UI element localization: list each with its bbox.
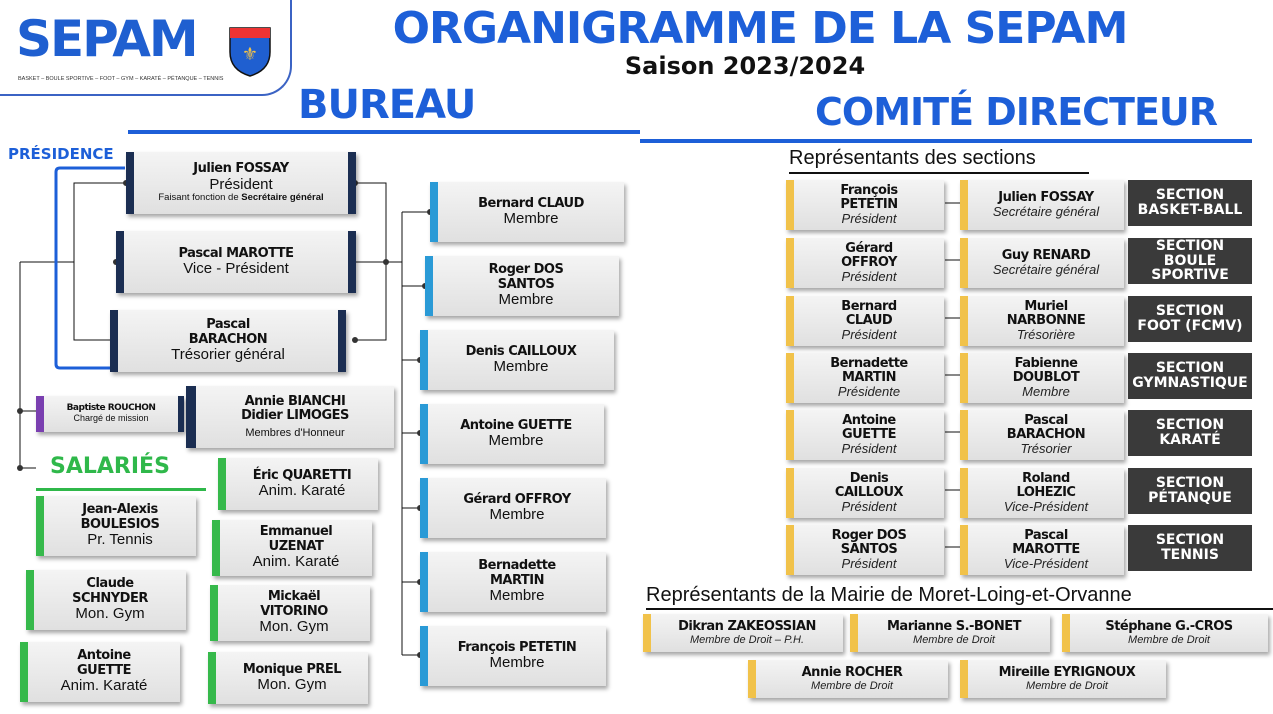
bureau-underline (128, 130, 640, 134)
treasurer-card (110, 310, 346, 372)
section-president-role: Président (841, 556, 897, 572)
comite-underline (640, 139, 1252, 143)
section-officer-name: Roland LOHEZIC (1016, 470, 1076, 500)
section-president-card (786, 353, 944, 403)
vice-president-card (116, 231, 356, 293)
section-president-role: Président (841, 269, 897, 285)
salarie-card (218, 458, 378, 510)
section-officer-name: Guy RENARD (1001, 247, 1091, 263)
salarie-card (36, 496, 196, 556)
honneur-role: Membres d'Honneur (245, 427, 345, 440)
salarie-card (26, 570, 186, 630)
svg-text:⚜: ⚜ (241, 44, 259, 64)
section-label-line2: TENNIS (1161, 547, 1219, 563)
salarie-name: Éric QUARETTI (252, 467, 352, 483)
section-president-card (786, 525, 944, 575)
mairie-heading-underline (646, 608, 1273, 610)
section-officer-role: Secrétaire général (992, 262, 1100, 277)
mairie-role: Membre de Droit (1026, 680, 1108, 693)
salarie-name: Monique PREL (242, 661, 342, 677)
honneur-name-2: Didier LIMOGES (241, 407, 349, 423)
section-officer-card (960, 296, 1124, 346)
section-officer-role: Secrétaire général (992, 204, 1100, 219)
salarie-role: Mon. Gym (75, 605, 145, 623)
treasurer-role: Trésorier général (171, 346, 285, 364)
bureau-member-name: Bernadette MARTIN (478, 558, 556, 588)
section-label-box (1128, 238, 1252, 284)
section-officer-role: Trésorier (1020, 441, 1072, 457)
bureau-member-role: Membre (498, 291, 554, 309)
salaries-underline (36, 488, 206, 491)
section-officer-card (960, 353, 1124, 403)
section-label-line1: SECTION (1155, 237, 1225, 254)
section-officer-name: Pascal MAROTTE (1012, 527, 1080, 557)
section-officer-role: Trésorière (1016, 327, 1076, 343)
mairie-name: Dikran ZAKEOSSIAN (678, 618, 816, 634)
section-label-box (1128, 353, 1252, 399)
section-president-name: Roger DOS SANTOS (831, 527, 907, 557)
salarie-role: Mon. Gym (257, 675, 327, 693)
section-officer-name: Pascal BARACHON (1006, 412, 1086, 442)
bureau-member-name: Denis CAILLOUX (465, 343, 577, 359)
section-label-line2: PÉTANQUE (1148, 490, 1232, 506)
section-officer-card (960, 468, 1124, 518)
mairie-role: Membre de Droit – P.H. (689, 634, 805, 647)
mairie-name: Stéphane G.-CROS (1105, 618, 1233, 634)
bureau-member-card (420, 330, 614, 390)
section-officer-name: Muriel NARBONNE (1006, 298, 1086, 328)
section-label-line2: BASKET-BALL (1137, 202, 1243, 218)
section-president-name: Denis CAILLOUX (834, 470, 904, 500)
sepam-logo (0, 0, 292, 96)
mairie-card (1062, 614, 1268, 652)
treasurer-name: Pascal BARACHON (188, 317, 268, 347)
section-label-line1: SECTION (1155, 417, 1225, 434)
section-label-line1: SECTION (1155, 475, 1225, 492)
salarie-role: Pr. Tennis (87, 531, 153, 549)
section-president-card (786, 180, 944, 230)
section-label-line1: SECTION (1155, 303, 1225, 320)
bureau-member-role: Membre (489, 653, 545, 671)
bureau-member-role: Membre (489, 587, 545, 605)
section-label-line1: SECTION (1155, 187, 1225, 204)
bureau-member-name: Roger DOS SANTOS (488, 262, 564, 292)
salarie-name: Claude SCHNYDER (72, 576, 148, 606)
mission-role: Chargé de mission (73, 413, 149, 423)
salarie-name: Antoine GUETTE (76, 648, 132, 678)
salarie-name: Emmanuel UZENAT (259, 524, 333, 554)
comite-title: COMITÉ DIRECTEUR (815, 90, 1218, 134)
salarie-role: Anim. Karaté (252, 553, 340, 571)
bureau-member-card (425, 256, 619, 316)
section-label-line1: SECTION (1155, 532, 1225, 549)
section-label-line2: BOULE SPORTIVE (1151, 252, 1229, 284)
section-president-role: Présidente (837, 384, 901, 400)
bureau-member-role: Membre (493, 357, 549, 375)
president-name: Julien FOSSAY (193, 161, 289, 177)
section-officer-role: Vice-Président (1003, 556, 1089, 572)
bureau-member-card (430, 182, 624, 242)
section-officer-role: Vice-Président (1003, 499, 1089, 515)
section-label-box (1128, 296, 1252, 342)
mairie-heading: Représentants de la Mairie de Moret-Loing-et-Orvanne (646, 584, 1132, 606)
section-officer-card (960, 238, 1124, 288)
section-officer-name: Fabienne DOUBLOT (1012, 355, 1080, 385)
season-label: Saison 2023/2024 (624, 52, 866, 80)
bureau-member-role: Membre (488, 431, 544, 449)
sections-heading-underline (789, 172, 1089, 174)
mairie-role: Membre de Droit (1128, 634, 1210, 647)
bureau-member-name: Bernard CLAUD (478, 195, 584, 211)
section-president-card (786, 410, 944, 460)
mission-name: Baptiste ROUCHON (66, 403, 156, 414)
section-president-card (786, 468, 944, 518)
section-label-box (1128, 525, 1252, 571)
section-officer-role: Membre (1022, 384, 1070, 400)
logo-subtitle: BASKET – BOULE SPORTIVE – FOOT – GYM – KARATÉ – PÉTANQUE – TENNIS (18, 76, 224, 82)
salarie-card (208, 652, 368, 704)
mairie-role: Membre de Droit (811, 680, 893, 693)
sections-heading: Représentants des sections (789, 147, 1036, 169)
president-note: Faisant fonction de Secrétaire général (158, 192, 324, 204)
bureau-member-card (420, 552, 606, 612)
bureau-title: BUREAU (298, 82, 476, 128)
section-president-name: Bernadette MARTIN (830, 355, 908, 385)
section-president-name: Gérard OFFROY (841, 240, 897, 270)
salaries-label: SALARIÉS (50, 454, 170, 479)
salarie-card (212, 520, 372, 576)
bureau-member-card (420, 404, 604, 464)
vice-president-role: Vice - Président (183, 259, 289, 277)
section-president-name: François PETETIN (840, 182, 898, 212)
mairie-name: Marianne S.-BONET (887, 618, 1021, 634)
page-title: ORGANIGRAMME DE LA SEPAM (392, 3, 1128, 54)
salarie-role: Anim. Karaté (60, 677, 148, 695)
section-label-line1: SECTION (1155, 360, 1225, 377)
mairie-role: Membre de Droit (913, 634, 995, 647)
section-officer-name: Julien FOSSAY (998, 189, 1094, 205)
bureau-member-name: François PETETIN (457, 639, 577, 655)
mairie-card (643, 614, 843, 652)
section-label-box (1128, 180, 1252, 226)
bureau-member-card (420, 478, 606, 538)
vice-president-name: Pascal MAROTTE (178, 245, 294, 261)
section-president-role: Président (841, 441, 897, 457)
salarie-role: Anim. Karaté (258, 481, 346, 499)
salarie-name: Jean-Alexis BOULESIOS (80, 502, 160, 532)
section-label-box (1128, 468, 1252, 514)
section-president-name: Bernard CLAUD (841, 298, 897, 328)
honneur-card (186, 386, 394, 448)
section-president-role: Président (841, 499, 897, 515)
president-card (126, 152, 356, 214)
section-president-card (786, 238, 944, 288)
section-president-name: Antoine GUETTE (841, 412, 897, 442)
salarie-card (210, 585, 370, 641)
section-officer-card (960, 410, 1124, 460)
honneur-name-1: Annie BIANCHI (244, 393, 346, 409)
mairie-name: Annie ROCHER (801, 664, 903, 680)
salarie-card (20, 642, 180, 702)
salarie-role: Mon. Gym (259, 618, 329, 636)
logo-text: SEPAM (16, 10, 197, 68)
section-officer-card (960, 525, 1124, 575)
section-president-card (786, 296, 944, 346)
presidence-label: PRÉSIDENCE (8, 145, 114, 163)
mairie-name: Mireille EYRIGNOUX (998, 664, 1136, 680)
bureau-member-name: Antoine GUETTE (460, 417, 572, 433)
mairie-card (850, 614, 1050, 652)
president-role: Président (209, 175, 273, 193)
mairie-card (748, 660, 948, 698)
section-label-box (1128, 410, 1252, 456)
bureau-member-role: Membre (489, 505, 545, 523)
bureau-member-card (420, 626, 606, 686)
bureau-member-role: Membre (503, 209, 559, 227)
mairie-card (960, 660, 1166, 698)
bureau-member-name: Gérard OFFROY (463, 491, 571, 507)
section-label-line2: FOOT (FCMV) (1137, 318, 1243, 334)
section-officer-card (960, 180, 1124, 230)
coat-of-arms-icon (227, 22, 273, 78)
section-president-role: Président (841, 327, 897, 343)
section-president-role: Président (841, 211, 897, 227)
mission-card (36, 396, 184, 432)
salarie-name: Mickaël VITORINO (260, 589, 328, 619)
section-label-line2: KARATÉ (1159, 432, 1221, 448)
section-label-line2: GYMNASTIQUE (1132, 375, 1248, 391)
